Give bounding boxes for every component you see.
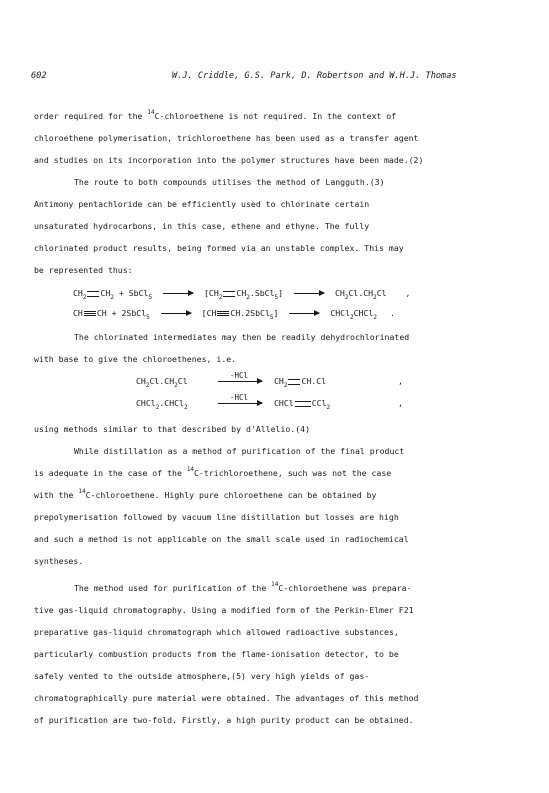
- product: CHCl CCl$_2$: [274, 398, 331, 411]
- triple-bond-icon: [84, 311, 96, 316]
- double-bond-icon: [288, 379, 300, 385]
- body-line: safely vented to the outside atmosphere,(5) very high yields of gas-: [34, 671, 370, 681]
- double-bond-icon: [87, 291, 99, 297]
- reaction-arrow-icon: [161, 313, 191, 314]
- body-line: be represented thus:: [34, 265, 133, 275]
- double-bond-icon: [223, 291, 235, 297]
- body-line: order required for the $^{14}$C-chloroethene is not required. In the context of: [34, 109, 397, 121]
- reaction-arrow-icon: [218, 403, 262, 404]
- body-line: using methods similar to that described by d'Allelio.(4): [34, 424, 311, 434]
- body-line: chloroethene polymerisation, trichloroethene has been used as a transfer agent: [34, 133, 419, 143]
- body-line: The route to both compounds utilises the method of Langguth.(3): [74, 177, 385, 187]
- reagent-label: -HCl: [230, 393, 249, 402]
- body-line: is adequate in the case of the $^{14}$C-trichloroethene, such was not the case: [34, 466, 392, 478]
- double-bond-icon: [295, 401, 311, 407]
- body-line: prepolymerisation followed by vacuum line distillation but losses are high: [34, 512, 399, 522]
- body-line: with the $^{14}$C-chloroethene. Highly pure chloroethene can be obtained by: [34, 488, 377, 500]
- separator: ,: [398, 376, 403, 386]
- body-line: syntheses.: [34, 556, 84, 566]
- separator: ,: [398, 398, 403, 408]
- body-line: chlorinated product results, being formed via an unstable complex. This may: [34, 243, 404, 253]
- equation-ethyne-chlorination: CH CH + 2SbCl$_5$ [CH CH.2SbCl$_5$] CHCl$_2$CHCl$_2$ .: [73, 308, 395, 321]
- body-line: and such a method is not applicable on the small scale used in radiochemical: [34, 534, 409, 544]
- reactant: $CH_2Cl.CH_2Cl$: [136, 376, 188, 389]
- page-number: 602: [31, 71, 47, 81]
- product: $CH_2$ CH.Cl: [274, 376, 327, 389]
- body-line: particularly combustion products from the flame-ionisation detector, to be: [34, 649, 399, 659]
- equation-ethene-chlorination: $CH_2$ $CH_2$ + SbCl$_5$ [$CH_2$ $CH_2.SbCl_5$] $CH_2Cl.CH_2Cl$ ,: [73, 288, 411, 301]
- body-line: with base to give the chloroethenes, i.e.: [34, 354, 237, 364]
- body-line: unsaturated hydrocarbons, in this case, ethene and ethyne. The fully: [34, 221, 370, 231]
- body-line: The method used for purification of the $^{14}$C-chloroethene was prepara-: [74, 581, 412, 593]
- body-line: and studies on its incorporation into the polymer structures have been made.(2): [34, 155, 424, 165]
- reactant: CHCl$_2$.CHCl$_2$: [136, 398, 188, 411]
- body-line: Antimony pentachloride can be efficiently used to chlorinate certain: [34, 199, 370, 209]
- body-line: chromatographically pure material were obtained. The advantages of this method: [34, 693, 419, 703]
- reaction-arrow-icon: [218, 381, 262, 382]
- running-header-authors: W.J. Criddle, G.S. Park, D. Robertson and W.H.J. Thomas: [172, 71, 457, 81]
- triple-bond-icon: [217, 311, 229, 316]
- body-line: While distillation as a method of purification of the final product: [74, 446, 405, 456]
- body-line: tive gas-liquid chromatography. Using a modified form of the Perkin-Elmer F21: [34, 605, 414, 615]
- body-line: preparative gas-liquid chromatograph which allowed radioactive substances,: [34, 627, 399, 637]
- reaction-arrow-icon: [163, 293, 193, 294]
- reagent-label: -HCl: [230, 371, 249, 380]
- reaction-arrow-icon: [289, 313, 319, 314]
- reaction-arrow-icon: [294, 293, 324, 294]
- body-line: of purification are two-fold. Firstly, a high purity product can be obtained.: [34, 715, 414, 725]
- body-line: The chlorinated intermediates may then be readily dehydrochlorinated: [74, 332, 410, 342]
